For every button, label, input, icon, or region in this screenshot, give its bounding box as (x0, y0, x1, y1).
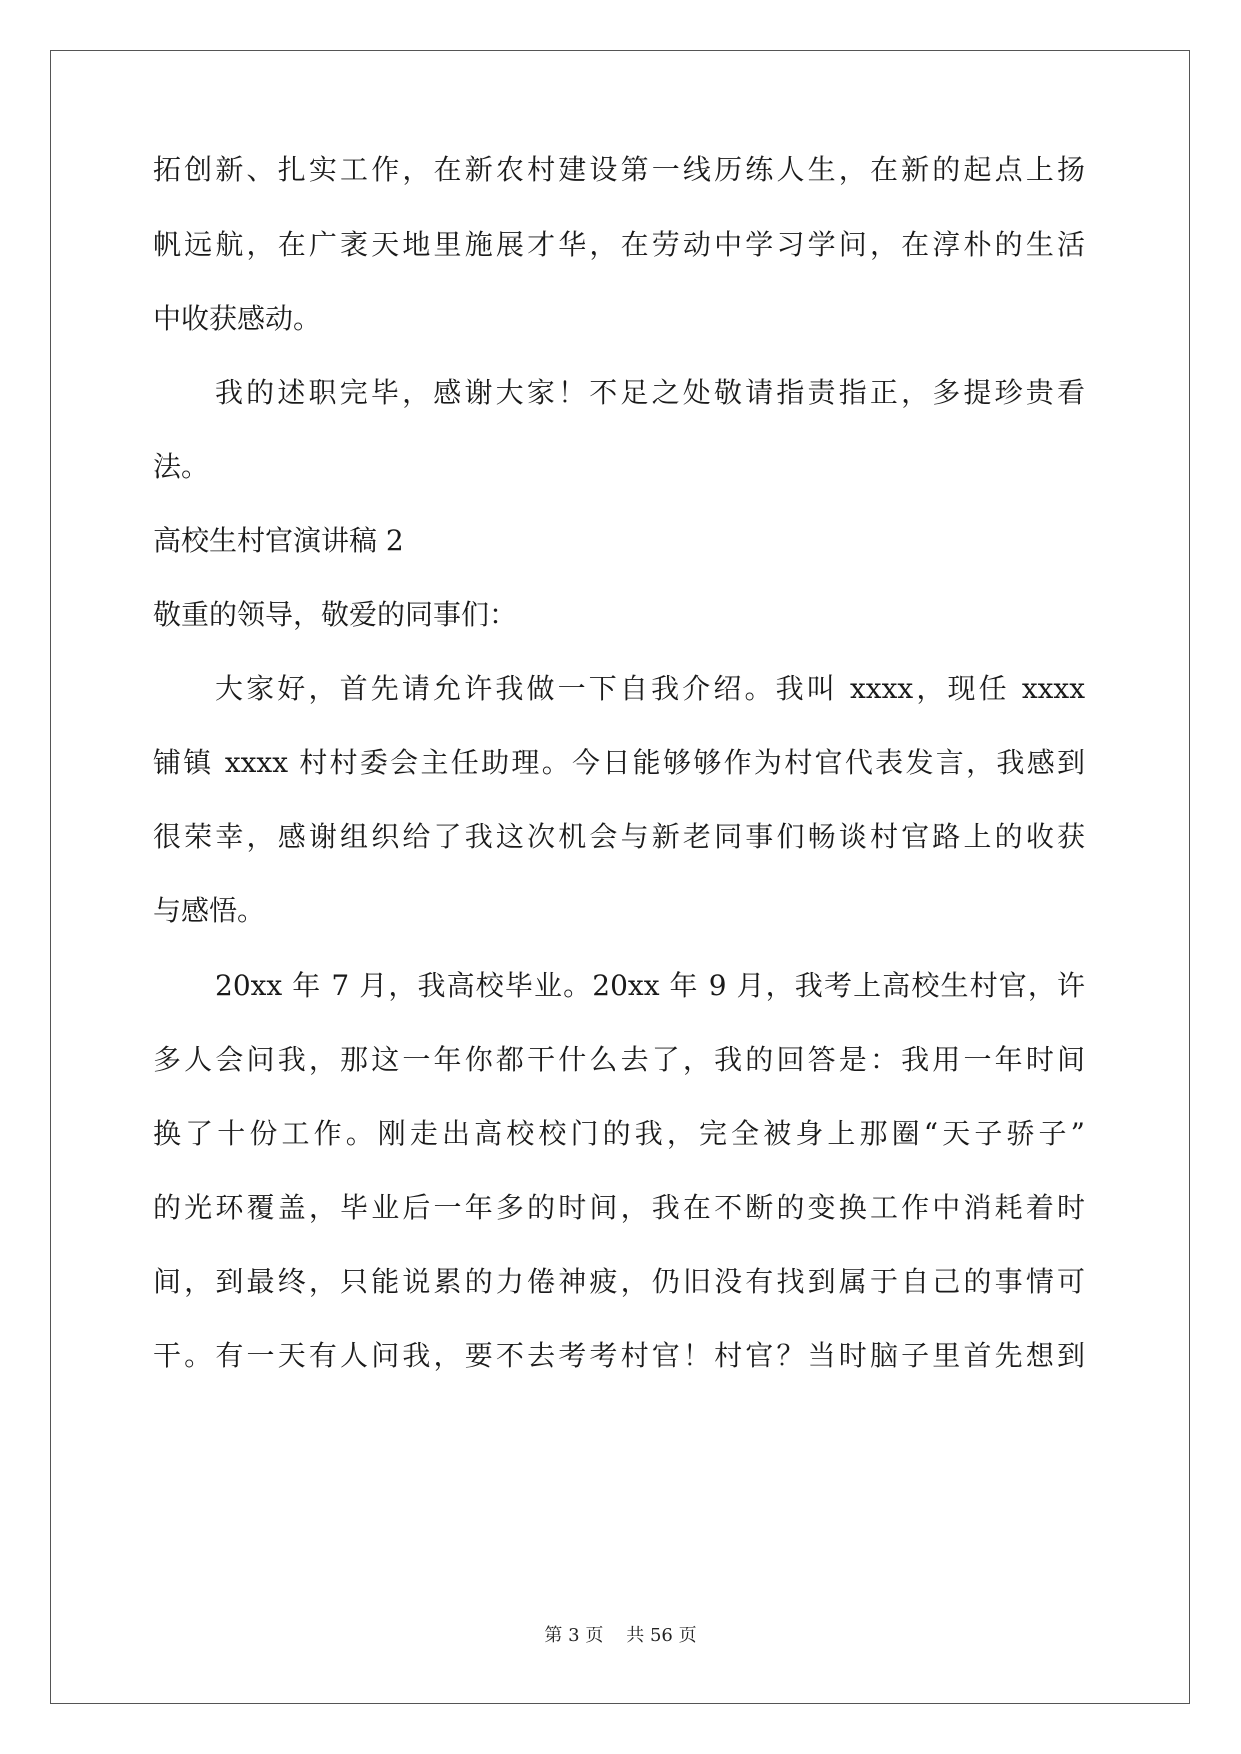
section-heading: 高校生村官演讲稿 2 (153, 524, 404, 557)
body-line-4: 我的述职完毕，感谢大家！不足之处敬请指责指正，多提珍贵看 (215, 376, 1085, 409)
salutation-line: 敬重的领导，敬爱的同事们： (153, 598, 518, 631)
body-line-13: 多人会问我，那这一年你都干什么去了，我的回答是：我用一年时间 (153, 1043, 1085, 1076)
page-footer (0, 1624, 1241, 1648)
body-line-5: 法。 (153, 450, 210, 483)
body-line-11: 与感悟。 (153, 894, 266, 927)
body-line-1: 拓创新、扎实工作，在新农村建设第一线历练人生，在新的起点上扬 (153, 153, 1085, 186)
body-line-3: 中收获感动。 (153, 302, 322, 335)
body-line-16: 间，到最终，只能说累的力倦神疲，仍旧没有找到属于自己的事情可 (153, 1265, 1085, 1298)
body-line-17: 干。有一天有人问我，要不去考考村官！村官？当时脑子里首先想到 (153, 1339, 1085, 1372)
body-line-9: 铺镇 xxxx 村村委会主任助理。今日能够够作为村官代表发言，我感到 (153, 746, 1085, 779)
body-line-8: 大家好，首先请允许我做一下自我介绍。我叫 xxxx，现任 xxxx (215, 672, 1085, 705)
page-total: 共 56 页 (626, 1625, 697, 1646)
body-line-10: 很荣幸，感谢组织给了我这次机会与新老同事们畅谈村官路上的收获 (153, 820, 1085, 853)
body-line-12: 20xx 年 7 月，我高校毕业。20xx 年 9 月，我考上高校生村官，许 (215, 969, 1085, 1002)
body-line-14: 换了十份工作。刚走出高校校门的我，完全被身上那圈“天子骄子” (153, 1117, 1085, 1150)
body-line-2: 帆远航，在广袤天地里施展才华，在劳动中学习学问，在淳朴的生活 (153, 228, 1085, 261)
page-number: 第 3 页 (544, 1625, 604, 1646)
body-line-15: 的光环覆盖，毕业后一年多的时间，我在不断的变换工作中消耗着时 (153, 1191, 1085, 1224)
